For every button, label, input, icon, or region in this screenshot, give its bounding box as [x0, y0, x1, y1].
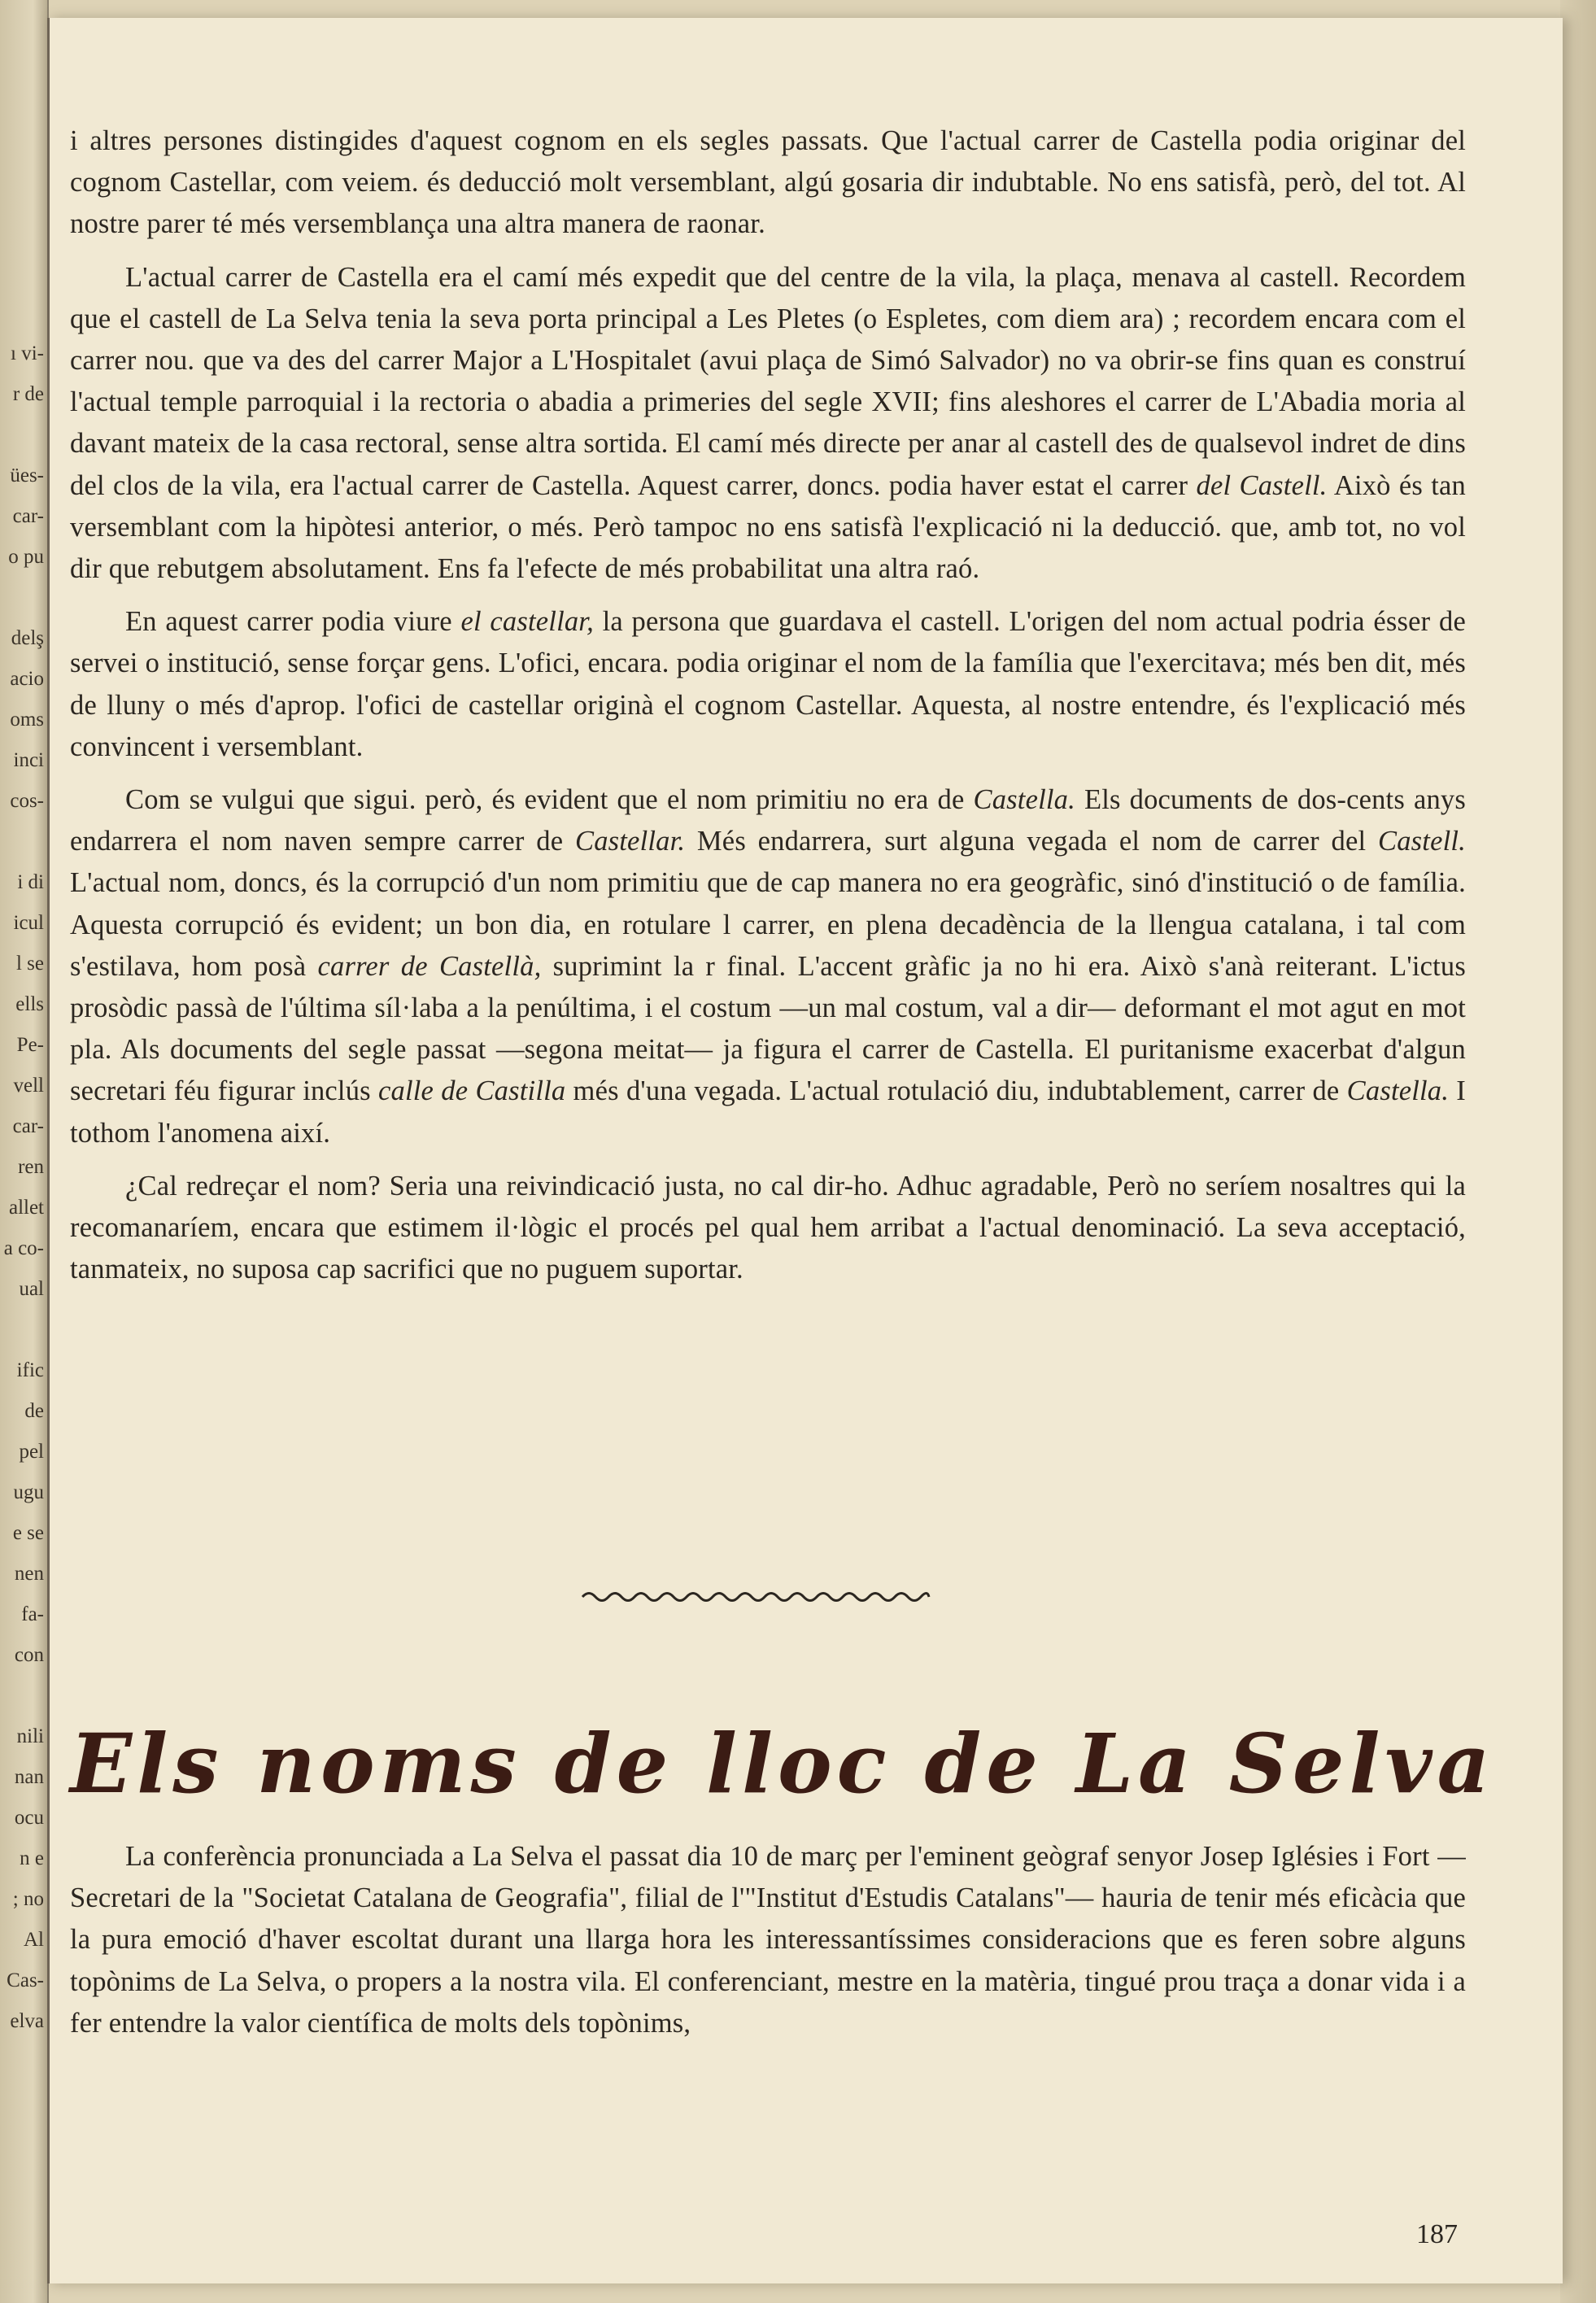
right-scan-edge: [1560, 0, 1596, 2303]
margin-fragment: inci: [13, 749, 44, 771]
facing-page-edge: [0, 0, 49, 2303]
margin-fragment: ells: [15, 993, 44, 1015]
article-body: [70, 1836, 1466, 2044]
margin-fragment: e se: [12, 1522, 44, 1544]
margin-fragment: a co-: [3, 1237, 44, 1259]
italic-text: carrer de Castellà,: [317, 950, 542, 982]
margin-fragment: acio: [10, 668, 44, 690]
paragraph: [70, 257, 1466, 591]
margin-fragment: o pu: [8, 546, 44, 568]
text-run: La conferència pronunciada a La Selva el passat dia 10 de març per l'eminent geògraf senyor Josep Iglésies i Fort —Secretari de la "Societat Catalana de Geografia", filial de l'"Institut d'Estudis Catalans"— hauria de tenir més eficàcia que la pura emoció d'haver escoltat durant una llarga hora les interessantíssimes consideracions que es feren sobre alguns topònims de La Selva, o propers a la nostra vila. El conferenciant, mestre en la matèria, tingué prou traça a donar vida i a fer entendre la valor científica de molts dels topònims,: [70, 1841, 1466, 2039]
article-headline: Els noms de lloc de La Selva: [70, 1716, 1495, 1812]
text-run: Els documents de dos-cents anys endarrera el nom naven sempre carrer de: [70, 784, 1467, 857]
margin-fragment: pel: [19, 1441, 44, 1463]
ornamental-divider: [581, 1585, 931, 1609]
margin-fragment: [2, 578, 47, 618]
paragraph: [70, 1166, 1466, 1291]
margin-fragment: ües-: [10, 465, 44, 486]
margin-fragment: [2, 415, 47, 456]
margin-fragment: delş: [11, 627, 44, 649]
margin-fragment: ocu: [14, 1807, 44, 1829]
italic-text: Castell.: [1378, 826, 1466, 857]
margin-fragment: elva: [10, 2010, 44, 2032]
margin-fragment: ı vi-: [11, 342, 44, 364]
margin-fragment: ; no: [12, 1888, 44, 1910]
margin-fragment: con: [14, 1644, 44, 1666]
margin-fragment: oms: [10, 709, 44, 731]
italic-text: Castella.: [1346, 1075, 1450, 1107]
margin-fragment: [2, 822, 47, 862]
margin-fragment: icul: [13, 912, 44, 934]
margin-fragment: car-: [12, 1115, 44, 1137]
italic-text: el castellar,: [460, 606, 594, 638]
text-run: ¿Cal redreçar el nom? Seria una reivindicació justa, no cal dir-ho. Adhuc agradable, Però no seríem nosaltres qui la recomanaríem, encara que estimem il·lògic el procés pel qual hem arribat a l'actual denominació. La seva acceptació, tanmateix, no suposa cap sacrifici que no puguem suportar.: [70, 1170, 1466, 1285]
margin-fragment: vell: [13, 1075, 44, 1097]
text-run: i altres persones distingides d'aquest cognom en els segles passats. Que l'actual carrer de Castella podia originar del cognom Castellar, com veiem. és deducció molt versemblant, algú gosaria dir indubtable. No ens satisfà, però, del tot. Al nostre parer té més versemblança una altra manera de raonar.: [70, 125, 1466, 240]
margin-fragment: l se: [15, 953, 44, 975]
margin-fragment: Pe-: [16, 1034, 44, 1056]
margin-fragment: cos-: [10, 790, 44, 812]
margin-fragment: de: [24, 1400, 44, 1422]
text-run: L'actual carrer de Castella era el camí més expedit que del centre de la vila, la plaça, menava al castell. Recordem que el castell de La Selva tenia la seva porta principal a Les Pletes (o Espletes, com diem ara) ; recordem encara com el carrer nou. que va des del carrer Major a L'Hospitalet (avui plaça de Simó Salvador) no va obrir-se fins quan es construí l'actual temple parroquial i la rectoria o abadia a primeries del segle XVII; fins aleshores el carrer de L'Abadia moria al davant mateix de la casa rectoral, sense altra sortida. El camí més directe per anar al castell des de qualsevol indret de dins del clos de la vila, era l'actual carrer de Castella. Aquest carrer, doncs. podia haver estat el carrer: [70, 261, 1466, 501]
margin-fragment: n e: [20, 1847, 44, 1869]
text-run: En aquest carrer podia viure: [125, 606, 461, 638]
margin-fragment: nili: [16, 1725, 44, 1747]
margin-fragment: ugu: [13, 1481, 44, 1503]
margin-fragment: i di: [17, 871, 44, 893]
margin-fragment: car-: [12, 505, 44, 527]
margin-fragment: ren: [18, 1156, 44, 1178]
margin-fragment: Al: [24, 1929, 44, 1951]
italic-text: calle de Castilla: [378, 1075, 566, 1107]
text-run: Això és tan versemblant com la hipòtesi anterior, o més. Però tampoc no ens satisfà l'explicació ni la deducció. que, amb tot, no vol dir que rebutgem absolutament. Ens fa l'efecte de més probabilitat una altra raó.: [70, 469, 1466, 585]
paragraph: [70, 779, 1466, 1154]
paragraph: [70, 1836, 1466, 2044]
paragraph: [70, 601, 1466, 768]
text-run: més d'una vegada. L'actual rotulació diu, indubtablement, carrer de: [565, 1075, 1347, 1107]
margin-fragment: ual: [19, 1278, 44, 1300]
italic-text: Castellar.: [574, 826, 686, 857]
margin-fragment: Cas-: [7, 1969, 44, 1991]
margin-fragment: allet: [8, 1197, 44, 1219]
margin-fragment: fa-: [21, 1603, 44, 1625]
article-continuation: [70, 120, 1466, 1290]
text-run: I tothom l'anomena així.: [70, 1075, 1466, 1149]
italic-text: Castella.: [973, 784, 1075, 816]
facing-page-fragments: [2, 334, 47, 2042]
text-run: Com se vulgui que sigui. però, és evident que el nom primitiu no era de: [125, 784, 974, 816]
margin-fragment: r de: [12, 383, 44, 405]
text-run: la persona que guardava el castell. L'origen del nom actual podria ésser de servei o institució, sense forçar gens. L'ofici, encara. podia originar el nom de la família que l'exercitava; més ben dit, més de lluny o més d'aprop. l'ofici de castellar originà el cognom Castellar. Aquesta, al nostre entendre, és l'explicació més convincent i versemblant.: [70, 606, 1466, 762]
page-number: 187: [1416, 2219, 1458, 2249]
italic-text: del Castell.: [1196, 469, 1328, 501]
text-run: Més endarrera, surt alguna vegada el nom de carrer del: [685, 826, 1379, 857]
text-run: suprimint la r final. L'accent gràfic ja no hi era. Això s'anà reiterant. L'ictus prosòdic passà de l'última síl·laba a la penúltima, i el costum —un mal costum, val a dir— deformant el mot agut en mot pla. Als documents del segle passat —segona meitat— ja figura el carrer de Castella. El puritanisme exacerbat d'algun secretari féu figurar inclús: [70, 950, 1466, 1107]
margin-fragment: [2, 1676, 47, 1716]
paragraph: [70, 120, 1466, 246]
text-run: L'actual nom, doncs, és la corrupció d'un nom primitiu que de cap manera no era geogràfic, sinó d'institució o de família. Aquesta corrupció és evident; un bon dia, en rotulare l carrer, en plena decadència de la llengua catalana, i tal com s'estilava, hom posà: [70, 867, 1466, 982]
margin-fragment: ific: [16, 1359, 44, 1381]
margin-fragment: [2, 1310, 47, 1350]
margin-fragment: nen: [14, 1563, 44, 1585]
margin-fragment: nan: [14, 1766, 44, 1788]
